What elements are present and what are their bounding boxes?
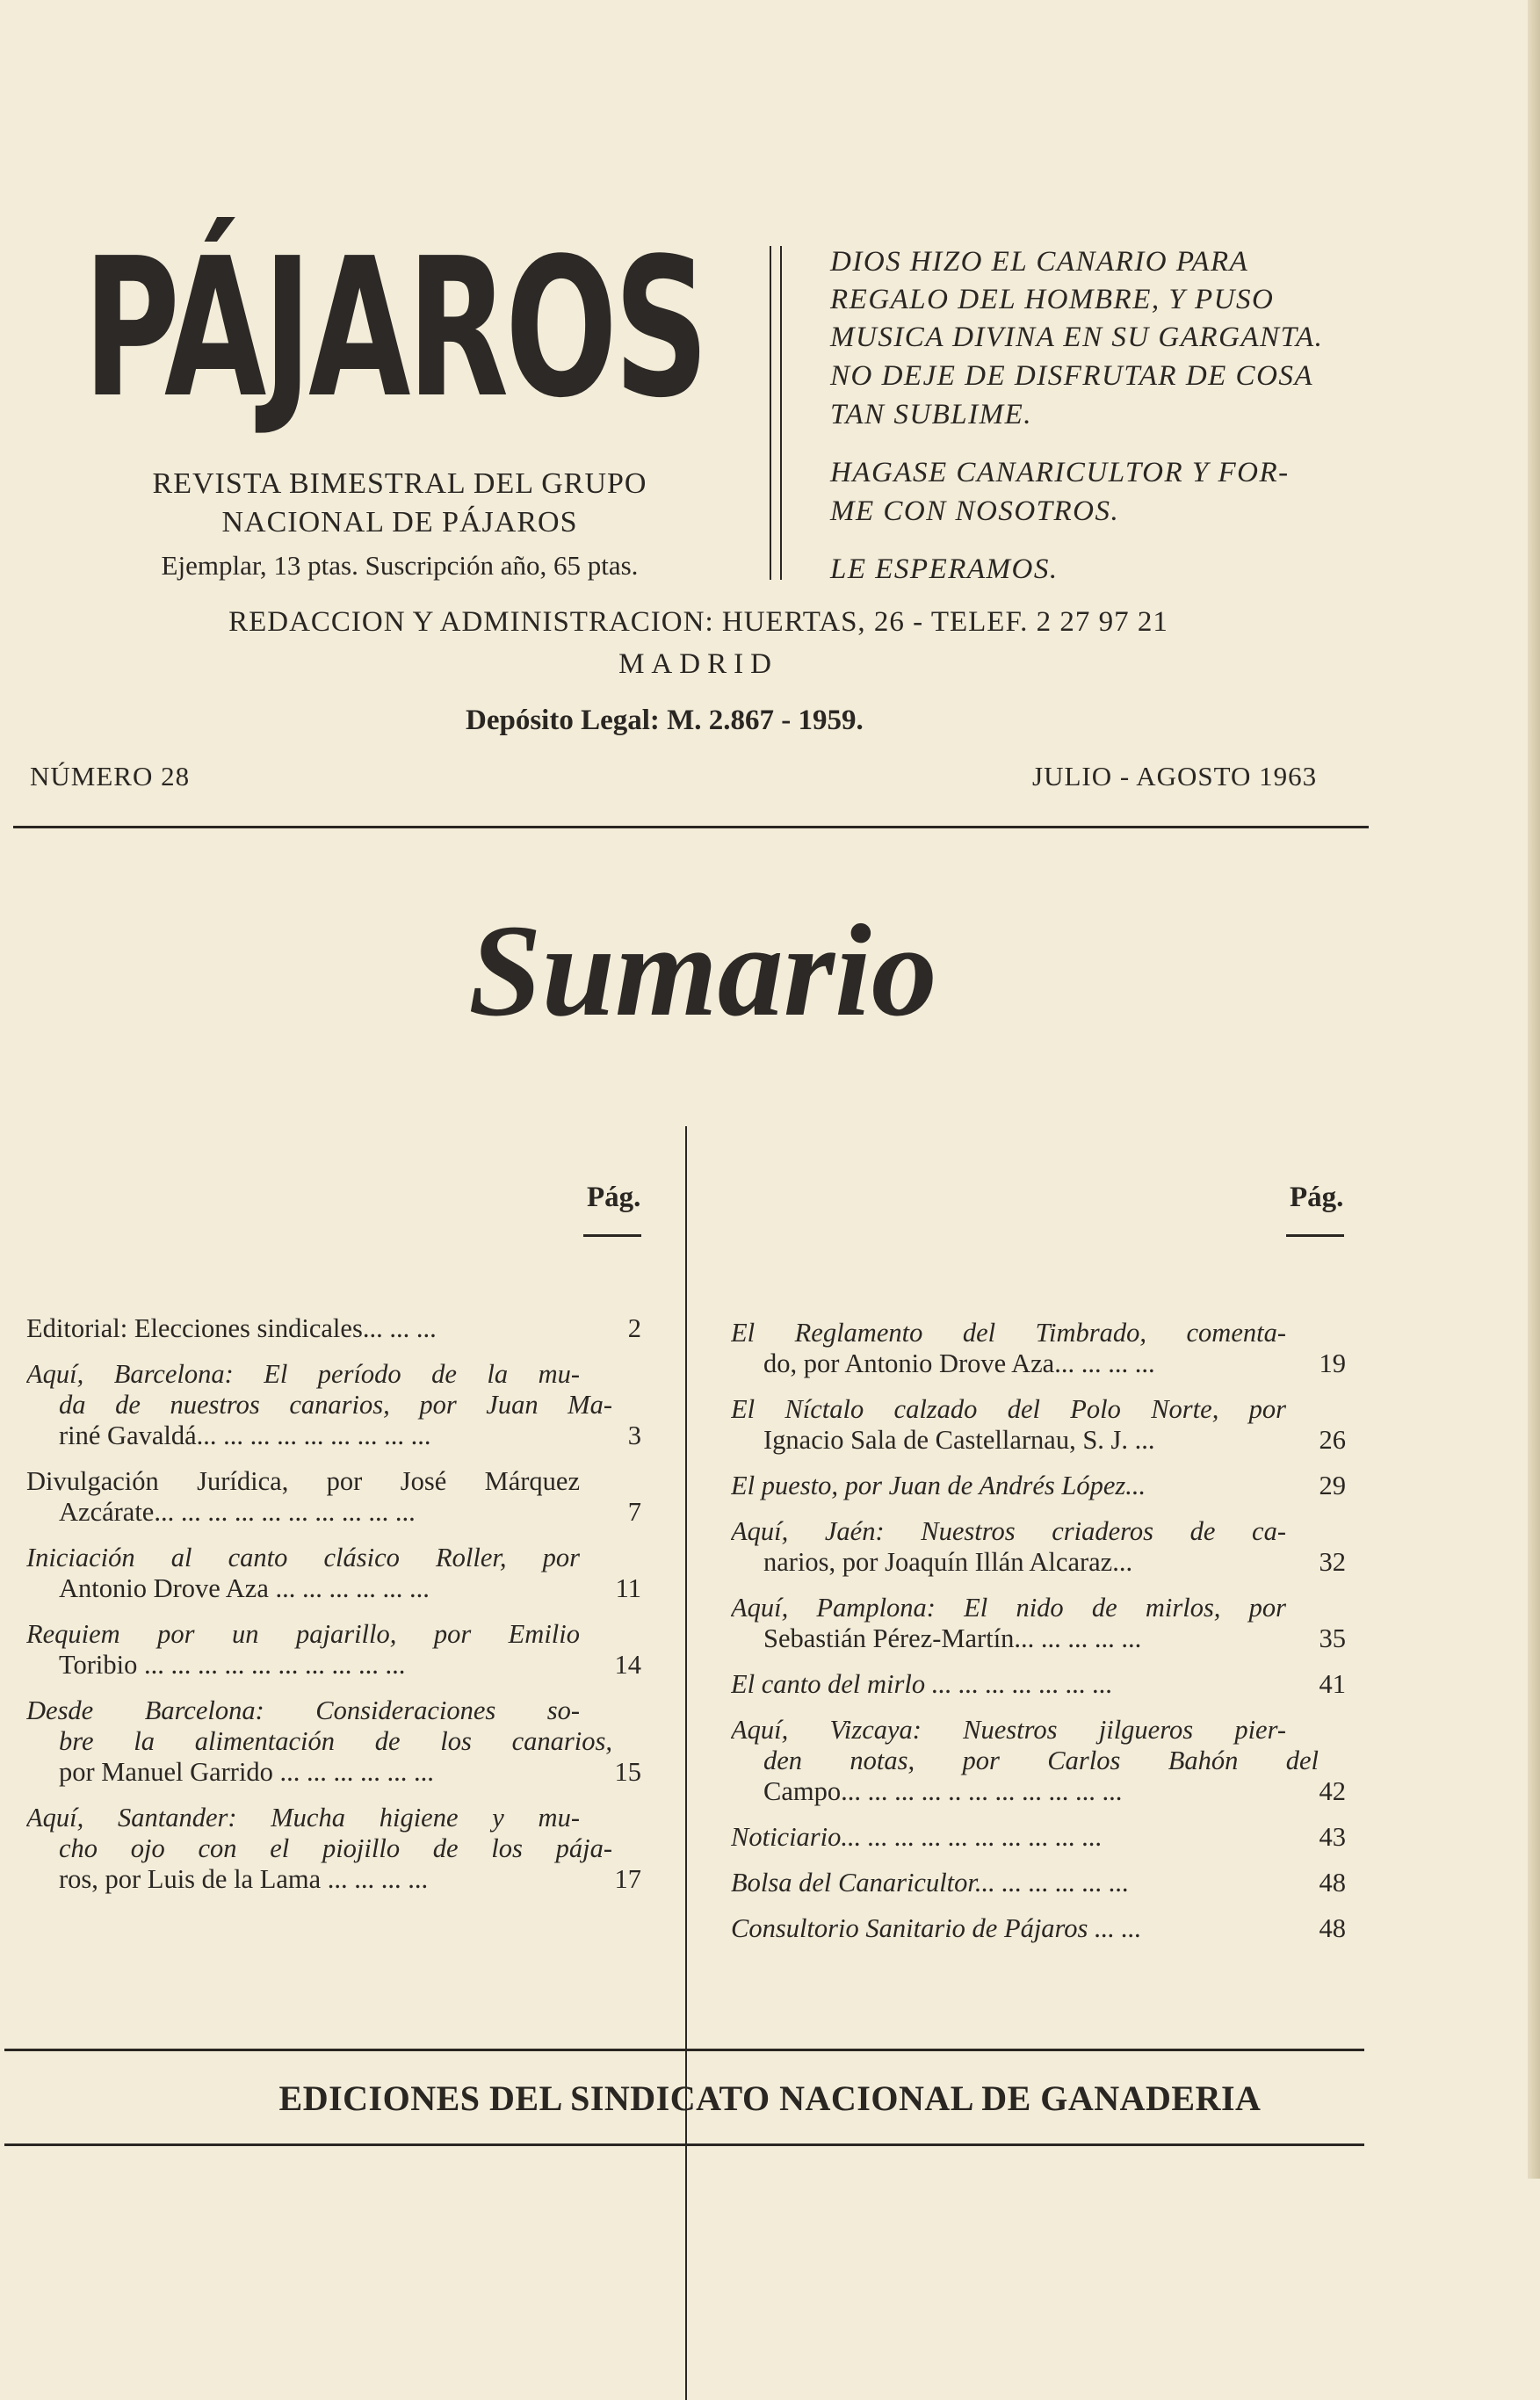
- toc-entry-text: Requiem por un pajarillo, por Emilio: [26, 1619, 580, 1649]
- slogan-line-2: REGALO DEL HOMBRE, Y PUSO: [830, 284, 1275, 315]
- column-divider: [685, 1126, 687, 2400]
- page-label-right-rule: [1286, 1234, 1344, 1237]
- header-divider-1: [770, 246, 771, 580]
- toc-entry-page: 41: [1319, 1669, 1346, 1699]
- toc-entry-text: Aquí, Jaén: Nuestros criaderos de ca-: [731, 1516, 1286, 1546]
- toc-right-column: [731, 1318, 1346, 1959]
- toc-entry-text: bre la alimentación de los canarios,: [59, 1726, 612, 1756]
- toc-entry-page: 7: [627, 1497, 641, 1527]
- toc-entry-text: Campo... ... ... ... .. ... ... ... ... ... ...: [763, 1776, 1123, 1806]
- masthead-subtitle-2: NACIONAL DE PÁJAROS: [221, 506, 578, 539]
- toc-entry-text: narios, por Joaquín Illán Alcaraz...: [763, 1547, 1133, 1577]
- toc-entry[interactable]: [731, 1669, 1346, 1700]
- toc-entry-text: Divulgación Jurídica, por José Márquez: [26, 1466, 580, 1496]
- slogan-line-8: LE ESPERAMOS.: [830, 553, 1059, 585]
- toc-entry-text: do, por Antonio Drove Aza... ... ... ...: [763, 1348, 1155, 1378]
- toc-entry-page: 32: [1319, 1547, 1346, 1577]
- address-line: REDACCION Y ADMINISTRACION: HUERTAS, 26 - TELEF. 2 27 97 21: [228, 606, 1168, 638]
- toc-entry-text: El Reglamento del Timbrado, comenta-: [731, 1318, 1286, 1348]
- toc-entry[interactable]: [731, 1394, 1346, 1456]
- toc-left-column: [26, 1313, 641, 1910]
- toc-entry-page: 26: [1319, 1425, 1346, 1455]
- toc-entry-page: 48: [1319, 1913, 1346, 1943]
- toc-entry-text: El canto del mirlo ... ... ... ... ... ... ...: [731, 1669, 1113, 1699]
- toc-entry-page: 11: [615, 1573, 641, 1603]
- toc-entry[interactable]: [26, 1695, 641, 1788]
- toc-entry-page: 19: [1319, 1348, 1346, 1378]
- toc-entry[interactable]: [731, 1471, 1346, 1501]
- page-label-left-rule: [583, 1234, 641, 1237]
- toc-entry-text: Toribio ... ... ... ... ... ... ... ... ... ...: [59, 1650, 406, 1680]
- toc-entry[interactable]: [731, 1913, 1346, 1944]
- toc-entry-text: El puesto, por Juan de Andrés López...: [731, 1471, 1146, 1500]
- slogan-line-3: MUSICA DIVINA EN SU GARGANTA.: [830, 322, 1324, 353]
- toc-entry-text: Bolsa del Canaricultor... ... ... ... ... ...: [731, 1868, 1130, 1898]
- toc-entry-text: den notas, por Carlos Bahón del: [763, 1746, 1319, 1775]
- toc-entry-text: Noticiario... ... ... ... ... ... ... ... ... ...: [731, 1822, 1103, 1852]
- toc-entry[interactable]: [26, 1543, 641, 1604]
- toc-entry-text: Desde Barcelona: Consideraciones so-: [26, 1695, 580, 1725]
- footer-rule-top: [4, 2049, 1364, 2051]
- toc-entry-page: 29: [1319, 1471, 1346, 1500]
- page-label-right: Pág.: [1290, 1182, 1344, 1213]
- slogan-line-4: NO DEJE DE DISFRUTAR DE COSA: [830, 360, 1314, 392]
- header-rule: [13, 826, 1369, 828]
- slogan-line-5: TAN SUBLIME.: [830, 399, 1033, 430]
- toc-entry-text: Aquí, Pamplona: El nido de mirlos, por: [731, 1593, 1286, 1623]
- toc-entry[interactable]: [731, 1593, 1346, 1654]
- toc-entry-text: Consultorio Sanitario de Pájaros ... ...: [731, 1913, 1142, 1943]
- toc-entry-text: Sebastián Pérez-Martín... ... ... ... ...: [763, 1623, 1142, 1653]
- toc-entry-page: 48: [1319, 1868, 1346, 1898]
- masthead-subtitle-1: REVISTA BIMESTRAL DEL GRUPO: [152, 467, 647, 500]
- toc-entry[interactable]: [731, 1868, 1346, 1898]
- toc-entry-text: Editorial: Elecciones sindicales... ... ...: [26, 1313, 437, 1343]
- toc-entry-page: 43: [1319, 1822, 1346, 1852]
- toc-entry-text: por Manuel Garrido ... ... ... ... ... ...: [59, 1757, 434, 1787]
- toc-entry[interactable]: [26, 1313, 641, 1344]
- sumario-title: Sumario: [468, 898, 937, 1044]
- toc-entry-text: Iniciación al canto clásico Roller, por: [26, 1543, 580, 1572]
- toc-entry-page: 35: [1319, 1623, 1346, 1653]
- sumario-heading: [466, 887, 940, 1081]
- issue-number: NÚMERO 28: [30, 761, 191, 792]
- footer-rule-bottom: [4, 2143, 1364, 2146]
- toc-entry[interactable]: [26, 1619, 641, 1681]
- toc-entry[interactable]: [26, 1466, 641, 1528]
- toc-entry[interactable]: [731, 1715, 1346, 1807]
- price-line: Ejemplar, 13 ptas. Suscripción año, 65 ptas.: [161, 550, 639, 581]
- toc-entry-page: 17: [614, 1864, 641, 1894]
- toc-entry[interactable]: [26, 1803, 641, 1895]
- toc-entry-page: 42: [1319, 1776, 1346, 1806]
- paper-edge: [1528, 0, 1540, 2179]
- toc-entry-text: ros, por Luis de la Lama ... ... ... ...: [59, 1864, 429, 1894]
- toc-entry-page: 14: [614, 1650, 641, 1680]
- toc-entry-text: Antonio Drove Aza ... ... ... ... ... ...: [59, 1573, 430, 1603]
- masthead-title: PÁJAROS: [83, 218, 705, 440]
- slogan-line-6: HAGASE CANARICULTOR Y FOR-: [830, 457, 1290, 488]
- footer-publisher: EDICIONES DEL SINDICATO NACIONAL DE GANADERIA: [278, 2078, 1262, 2118]
- city: MADRID: [618, 648, 778, 680]
- toc-entry-text: Ignacio Sala de Castellarnau, S. J. ...: [763, 1425, 1155, 1455]
- toc-entry-text: Aquí, Barcelona: El período de la mu-: [26, 1359, 580, 1389]
- toc-entry-page: 2: [627, 1313, 641, 1343]
- toc-entry[interactable]: [731, 1516, 1346, 1578]
- toc-entry-page: 15: [614, 1757, 641, 1787]
- toc-entry-text: da de nuestros canarios, por Juan Ma-: [59, 1390, 612, 1420]
- toc-entry[interactable]: [26, 1359, 641, 1451]
- toc-entry[interactable]: [731, 1822, 1346, 1853]
- slogan-line-1: DIOS HIZO EL CANARIO PARA: [830, 246, 1249, 278]
- header-divider-2: [780, 246, 782, 580]
- slogan-line-7: ME CON NOSOTROS.: [830, 495, 1120, 527]
- toc-entry-text: riné Gavaldá... ... ... ... ... ... ... ... ...: [59, 1420, 431, 1450]
- issue-date: JULIO - AGOSTO 1963: [1032, 761, 1318, 792]
- legal-deposit: Depósito Legal: M. 2.867 - 1959.: [466, 705, 864, 736]
- toc-entry-text: Aquí, Vizcaya: Nuestros jilgueros pier-: [731, 1715, 1286, 1745]
- toc-entry[interactable]: [731, 1318, 1346, 1379]
- toc-entry-text: Azcárate... ... ... ... ... ... ... ... ... ...: [59, 1497, 416, 1527]
- toc-entry-text: El Níctalo calzado del Polo Norte, por: [731, 1394, 1286, 1424]
- toc-entry-page: 3: [627, 1420, 641, 1450]
- page-label-left: Pág.: [587, 1182, 641, 1213]
- toc-entry-text: cho ojo con el piojillo de los pája-: [59, 1833, 612, 1863]
- toc-entry-text: Aquí, Santander: Mucha higiene y mu-: [26, 1803, 580, 1833]
